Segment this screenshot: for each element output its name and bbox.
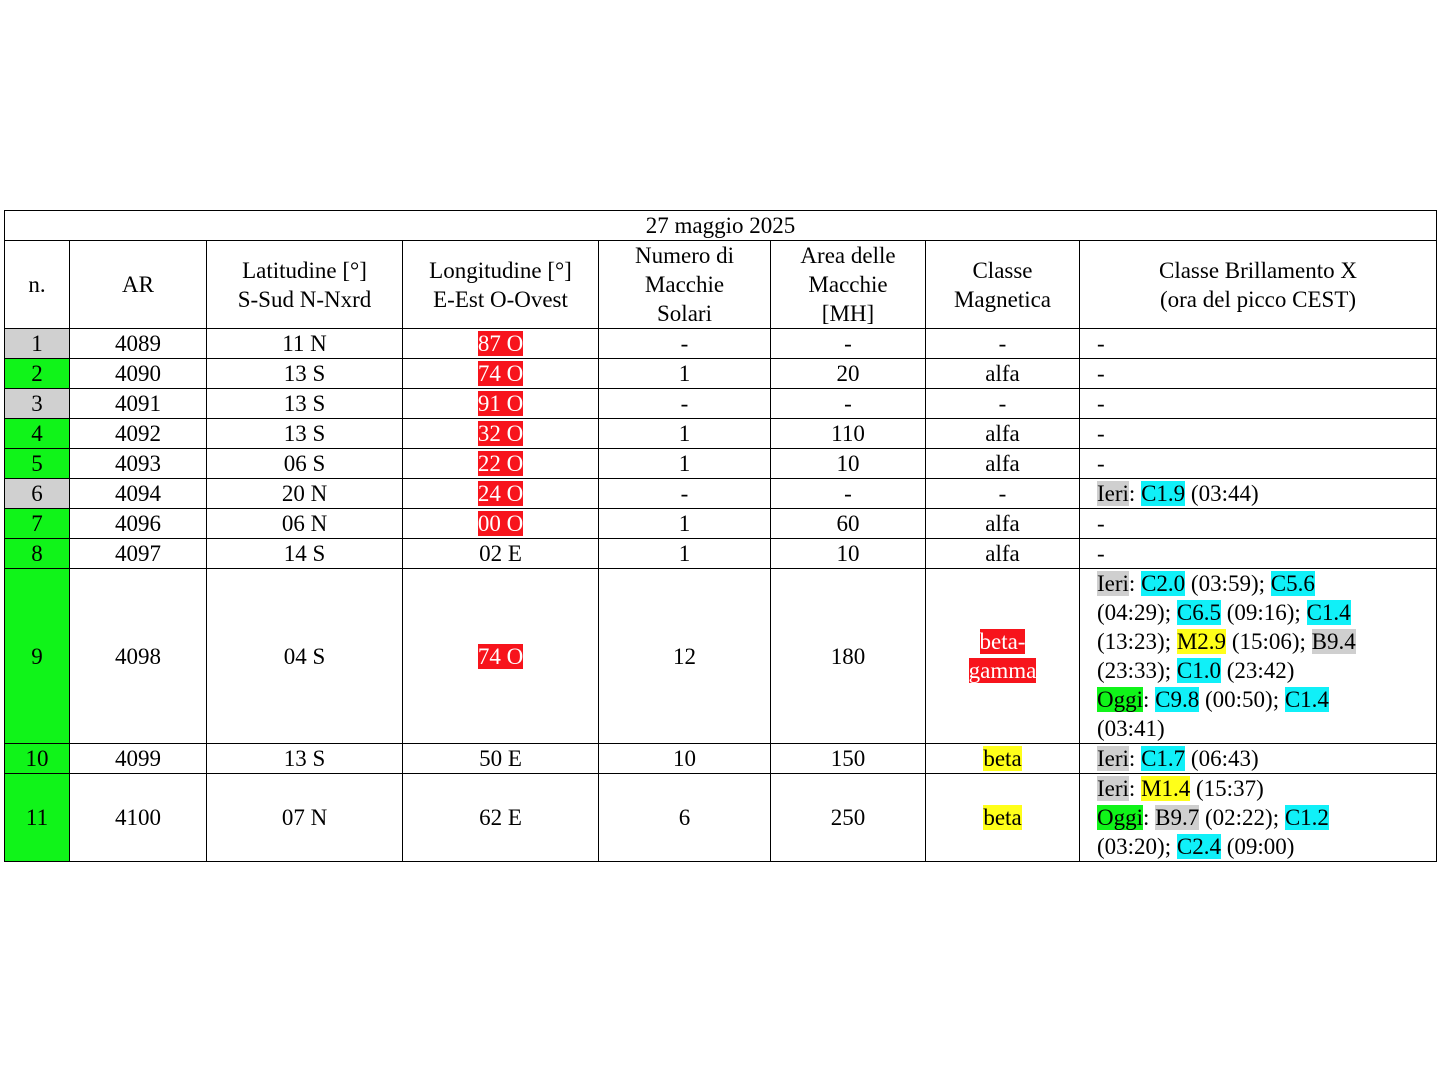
flare-line (1097, 359, 1428, 388)
longitude-value: 74 O (477, 361, 524, 386)
flare-line (1097, 569, 1428, 598)
spot-area: - (771, 479, 926, 509)
magnetic-class (926, 419, 1080, 449)
flare-text: (13:23); (1097, 629, 1177, 654)
header-area-line2: Macchie (808, 272, 888, 297)
latitude: 13 S (207, 744, 403, 774)
longitude-value: 00 O (477, 511, 524, 536)
flare-list (1080, 539, 1437, 569)
flare-line (1097, 449, 1428, 478)
active-region: 4094 (70, 479, 207, 509)
spot-count: 1 (599, 359, 771, 389)
active-region: 4097 (70, 539, 207, 569)
longitude-value: 02 E (479, 541, 522, 566)
flare-text: - (1097, 541, 1105, 566)
flare-text: (15:06); (1226, 629, 1312, 654)
flare-list (1080, 449, 1437, 479)
longitude-value: 50 E (479, 746, 522, 771)
longitude-value: 22 O (477, 451, 524, 476)
flare-tag: Ieri (1097, 571, 1129, 596)
row-number: 6 (5, 479, 70, 509)
row-number: 10 (5, 744, 70, 774)
flare-text: (09:16); (1220, 600, 1307, 625)
longitude (403, 389, 599, 419)
flare-tag: C1.7 (1141, 746, 1186, 771)
latitude: 04 S (207, 569, 403, 744)
flare-text: (00:50); (1199, 687, 1285, 712)
flare-line (1097, 627, 1428, 656)
spot-area: 180 (771, 569, 926, 744)
spot-count: 12 (599, 569, 771, 744)
magnetic-class (926, 359, 1080, 389)
header-spot-count-line1: Numero di (634, 243, 734, 268)
row-number: 9 (5, 569, 70, 744)
flare-text: : (1143, 687, 1156, 712)
flare-tag: B9.7 (1155, 805, 1200, 830)
magnetic-class-value: alfa (985, 511, 1020, 536)
spot-area: 10 (771, 539, 926, 569)
row-number: 3 (5, 389, 70, 419)
latitude: 06 N (207, 509, 403, 539)
magnetic-class (926, 449, 1080, 479)
table-row (5, 389, 1437, 419)
table-row (5, 479, 1437, 509)
longitude (403, 774, 599, 862)
spot-area: 150 (771, 744, 926, 774)
flare-text: - (1097, 451, 1105, 476)
spot-count: 10 (599, 744, 771, 774)
flare-text: - (1097, 331, 1105, 356)
spot-area: 110 (771, 419, 926, 449)
magnetic-class (926, 329, 1080, 359)
magnetic-class-value: alfa (985, 421, 1020, 446)
spot-count: - (599, 329, 771, 359)
flare-text: - (1097, 391, 1105, 416)
flare-line (1097, 509, 1428, 538)
magnetic-class-value: - (998, 391, 1007, 416)
header-spot-count (599, 241, 771, 329)
active-region: 4098 (70, 569, 207, 744)
header-spot-count-line3: Solari (657, 301, 712, 326)
header-row (5, 241, 1437, 329)
flare-tag: M1.4 (1141, 776, 1191, 801)
longitude-value: 74 O (477, 643, 524, 669)
flare-line (1097, 685, 1428, 714)
flare-line (1097, 714, 1428, 743)
table-row (5, 419, 1437, 449)
table-row (5, 569, 1437, 744)
spot-count: 1 (599, 539, 771, 569)
magnetic-class (926, 539, 1080, 569)
flare-list (1080, 329, 1437, 359)
spot-count: 1 (599, 449, 771, 479)
active-region: 4093 (70, 449, 207, 479)
longitude (403, 744, 599, 774)
magnetic-class-value: alfa (985, 451, 1020, 476)
header-magnetic-class-line2: Magnetica (953, 286, 1052, 312)
header-flare-class-line2: (ora del picco CEST) (1159, 286, 1357, 312)
spot-count: 6 (599, 774, 771, 862)
header-longitude (403, 241, 599, 329)
header-flare-class (1080, 241, 1437, 329)
flare-line (1097, 419, 1428, 448)
flare-text: : (1128, 776, 1142, 801)
flare-text: - (1097, 421, 1105, 446)
flare-line (1097, 479, 1428, 508)
flare-text: (23:33); (1097, 658, 1177, 683)
latitude: 07 N (207, 774, 403, 862)
flare-list (1080, 744, 1437, 774)
table-row (5, 509, 1437, 539)
header-magnetic-class (926, 241, 1080, 329)
flare-list (1080, 569, 1437, 744)
flare-text: (06:43) (1185, 746, 1259, 771)
flare-text: (23:42) (1220, 658, 1295, 683)
flare-tag: C1.0 (1176, 658, 1221, 683)
magnetic-class (926, 509, 1080, 539)
flare-text: - (1097, 511, 1105, 536)
magnetic-class-value: alfa (985, 541, 1020, 566)
magnetic-class-value: beta (983, 805, 1022, 830)
flare-tag: Oggi (1097, 805, 1143, 830)
flare-tag: C1.4 (1306, 600, 1351, 625)
active-region: 4089 (70, 329, 207, 359)
spot-area: 10 (771, 449, 926, 479)
header-area-line3: [MH] (821, 301, 875, 326)
flare-tag: C6.5 (1176, 600, 1221, 625)
flare-list (1080, 389, 1437, 419)
header-magnetic-class-line1: Classe (972, 257, 1033, 283)
header-spot-count-line2: Macchie (644, 272, 725, 297)
magnetic-class-value: - (998, 481, 1007, 506)
longitude (403, 419, 599, 449)
table-row (5, 774, 1437, 862)
active-region: 4092 (70, 419, 207, 449)
magnetic-class-line: beta- (979, 629, 1026, 654)
flare-list (1080, 509, 1437, 539)
flare-text: (03:59); (1185, 571, 1271, 596)
spot-area: 250 (771, 774, 926, 862)
flare-tag: Ieri (1097, 776, 1129, 801)
magnetic-class-value: - (998, 331, 1007, 356)
spot-count: 1 (599, 419, 771, 449)
latitude: 13 S (207, 419, 403, 449)
flare-text: (02:22); (1199, 805, 1285, 830)
magnetic-class-value (969, 627, 1037, 685)
table-title: 27 maggio 2025 (5, 211, 1437, 241)
spot-count: - (599, 479, 771, 509)
longitude (403, 359, 599, 389)
longitude (403, 539, 599, 569)
longitude-value: 91 O (477, 391, 524, 416)
row-number: 1 (5, 329, 70, 359)
flare-text: : (1128, 481, 1142, 506)
flare-line (1097, 744, 1428, 773)
magnetic-class-value: beta (983, 746, 1022, 771)
flare-list (1080, 419, 1437, 449)
header-longitude-line2: E-Est O-Ovest (433, 286, 568, 312)
flare-tag: C1.9 (1141, 481, 1186, 506)
table-row (5, 449, 1437, 479)
flare-line (1097, 774, 1428, 803)
flare-line (1097, 389, 1428, 418)
flare-tag: Oggi (1097, 687, 1143, 712)
longitude-value: 24 O (477, 481, 524, 506)
flare-line (1097, 329, 1428, 358)
sunspot-table (4, 210, 1437, 862)
latitude: 13 S (207, 359, 403, 389)
table-row (5, 744, 1437, 774)
flare-list (1080, 774, 1437, 862)
longitude-value: 62 E (479, 805, 522, 830)
flare-line (1097, 539, 1428, 568)
longitude (403, 329, 599, 359)
magnetic-class (926, 479, 1080, 509)
flare-tag: Ieri (1097, 746, 1129, 771)
header-longitude-line1: Longitudine [°] (429, 257, 572, 283)
flare-tag: C9.8 (1155, 687, 1200, 712)
flare-list (1080, 479, 1437, 509)
flare-list (1080, 359, 1437, 389)
header-latitude-line1: Latitudine [°] (242, 257, 367, 283)
row-number: 11 (5, 774, 70, 862)
header-latitude (207, 241, 403, 329)
flare-tag: M2.9 (1176, 629, 1227, 654)
magnetic-class (926, 389, 1080, 419)
spot-area: 20 (771, 359, 926, 389)
flare-tag: C1.4 (1284, 687, 1329, 712)
header-ar: AR (70, 241, 207, 329)
flare-text: (03:20); (1097, 834, 1177, 859)
row-number: 5 (5, 449, 70, 479)
flare-text: (03:41) (1097, 716, 1165, 741)
magnetic-class (926, 569, 1080, 744)
row-number: 2 (5, 359, 70, 389)
header-n: n. (5, 241, 70, 329)
active-region: 4090 (70, 359, 207, 389)
flare-text: : (1143, 805, 1156, 830)
flare-tag: Ieri (1097, 481, 1129, 506)
flare-tag: C2.0 (1141, 571, 1186, 596)
flare-line (1097, 656, 1428, 685)
spot-area: - (771, 389, 926, 419)
table-row (5, 359, 1437, 389)
magnetic-class (926, 774, 1080, 862)
header-flare-class-line1: Classe Brillamento X (1158, 257, 1358, 283)
flare-line (1097, 832, 1428, 861)
flare-line (1097, 803, 1428, 832)
longitude-value: 32 O (477, 421, 524, 446)
latitude: 06 S (207, 449, 403, 479)
active-region: 4096 (70, 509, 207, 539)
header-area (771, 241, 926, 329)
active-region: 4091 (70, 389, 207, 419)
latitude: 13 S (207, 389, 403, 419)
flare-line (1097, 598, 1428, 627)
flare-text: (09:00) (1220, 834, 1295, 859)
longitude (403, 509, 599, 539)
active-region: 4100 (70, 774, 207, 862)
magnetic-class-line: gamma (968, 658, 1037, 683)
flare-text: : (1128, 571, 1142, 596)
flare-text: (03:44) (1185, 481, 1259, 506)
flare-text: - (1097, 361, 1105, 386)
flare-tag: B9.4 (1311, 629, 1356, 654)
row-number: 4 (5, 419, 70, 449)
latitude: 11 N (207, 329, 403, 359)
flare-tag: C5.6 (1270, 571, 1315, 596)
longitude-value: 87 O (477, 331, 524, 356)
longitude (403, 479, 599, 509)
longitude (403, 569, 599, 744)
longitude (403, 449, 599, 479)
table-row (5, 539, 1437, 569)
active-region: 4099 (70, 744, 207, 774)
spot-area: 60 (771, 509, 926, 539)
magnetic-class (926, 744, 1080, 774)
flare-tag: C1.2 (1284, 805, 1329, 830)
magnetic-class-value: alfa (985, 361, 1020, 386)
header-area-line1: Area delle (800, 243, 896, 268)
spot-count: - (599, 389, 771, 419)
flare-text: (04:29); (1097, 600, 1177, 625)
table-row (5, 329, 1437, 359)
flare-text: : (1128, 746, 1142, 771)
spot-count: 1 (599, 509, 771, 539)
spot-area: - (771, 329, 926, 359)
row-number: 7 (5, 509, 70, 539)
latitude: 20 N (207, 479, 403, 509)
latitude: 14 S (207, 539, 403, 569)
row-number: 8 (5, 539, 70, 569)
flare-tag: C2.4 (1176, 834, 1221, 859)
flare-text: (15:37) (1190, 776, 1264, 801)
header-latitude-line2: S-Sud N-Nxrd (237, 286, 372, 312)
